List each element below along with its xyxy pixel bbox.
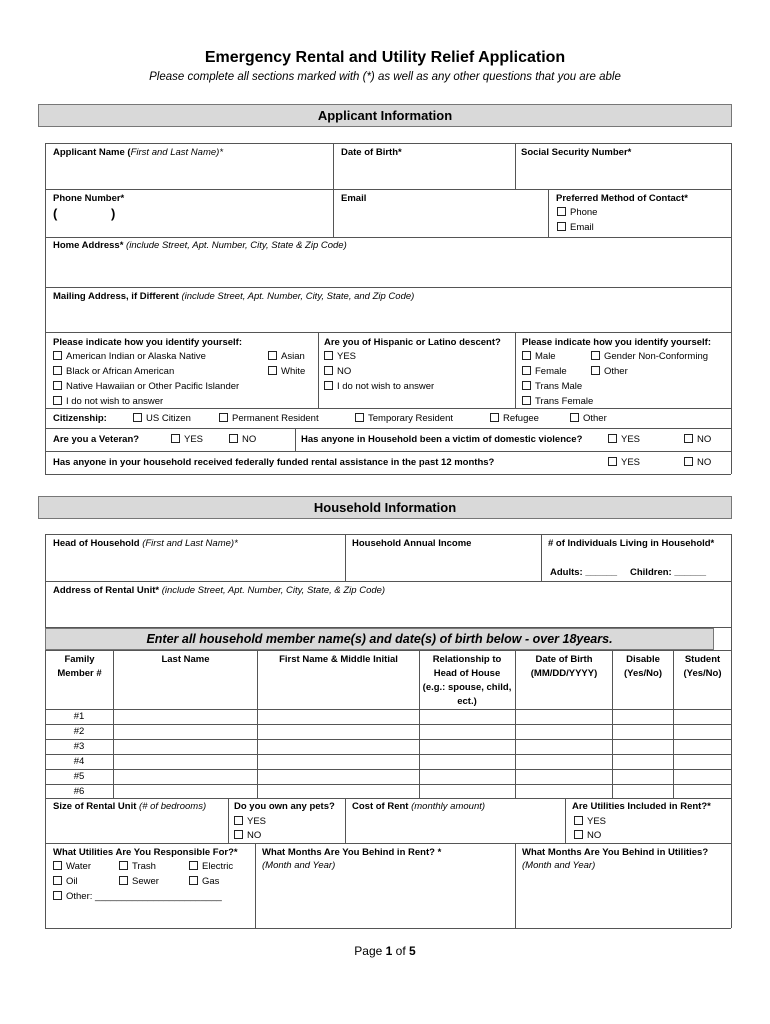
rental-address-label: Address of Rental Unit* (include Street, Apt. Number, City, State, & Zip Code) [53,585,386,596]
checkbox-icon [608,434,617,443]
utility-other-checkbox[interactable]: Other: ________________________ [53,891,222,902]
gender-trans-male-checkbox[interactable]: Trans Male [522,381,582,392]
checkbox-icon [234,830,243,839]
dv-no-checkbox[interactable]: NO [684,434,711,445]
col-header-relationship: Relationship to Head of House (e.g.: spouse, child, ect.) [422,654,512,707]
checkbox-icon [522,396,531,405]
ssn-label: Social Security Number* [521,147,632,158]
page-number: Page 1 of 5 [354,944,416,958]
checkbox-icon [234,816,243,825]
checkbox-icon [189,876,198,885]
table-row: #6 [73,786,85,797]
citizenship-permanent-resident-checkbox[interactable]: Permanent Resident [219,413,319,424]
table-row: #2 [73,726,85,737]
col-header-first-name: First Name & Middle Initial [279,654,398,665]
home-address-label: Home Address* (include Street, Apt. Number, City, State & Zip Code) [53,240,347,251]
utility-oil-checkbox[interactable]: Oil [53,876,78,887]
members-instruction-banner: Enter all household member name(s) and date(s) of birth below - over 18years. [45,628,714,650]
annual-income-label: Household Annual Income [352,538,472,549]
household-section-banner: Household Information [38,496,732,519]
veteran-yes-checkbox[interactable]: YES [171,434,203,445]
race-label: Please indicate how you identify yourself: [53,337,242,348]
pets-yes-checkbox[interactable]: YES [234,816,266,827]
gender-nonconforming-checkbox[interactable]: Gender Non-Conforming [591,351,708,362]
checkbox-icon [53,351,62,360]
months-behind-utilities-hint: (Month and Year) [522,860,596,871]
checkbox-icon [53,366,62,375]
checkbox-icon [574,830,583,839]
household-count-label: # of Individuals Living in Household* [548,538,715,549]
checkbox-icon [684,457,693,466]
citizenship-temporary-resident-checkbox[interactable]: Temporary Resident [355,413,453,424]
table-row: #1 [73,711,85,722]
phone-paren-close: ) [111,206,116,221]
assistance-no-checkbox[interactable]: NO [684,457,711,468]
utilities-included-no-checkbox[interactable]: NO [574,830,601,841]
utilities-included-yes-checkbox[interactable]: YES [574,816,606,827]
utility-trash-checkbox[interactable]: Trash [119,861,156,872]
race-option-pacific-islander[interactable]: Native Hawaiian or Other Pacific Islander [53,381,239,392]
race-option-black[interactable]: Black or African American [53,366,174,377]
checkbox-icon [53,396,62,405]
gender-male-checkbox[interactable]: Male [522,351,556,362]
checkbox-icon [574,816,583,825]
phone-number-label: Phone Number* [53,193,125,204]
checkbox-icon [324,366,333,375]
dv-yes-checkbox[interactable]: YES [608,434,640,445]
email-label: Email [341,193,367,204]
checkbox-icon [591,351,600,360]
table-row: #3 [73,741,85,752]
checkbox-icon [268,366,277,375]
pets-no-checkbox[interactable]: NO [234,830,261,841]
checkbox-icon [324,351,333,360]
checkbox-icon [119,876,128,885]
children-field[interactable]: Children: ______ [630,567,707,578]
rental-assistance-label: Has anyone in your household received federally funded rental assistance in the past 12 months? [53,457,495,468]
phone-paren-open: ( [53,206,58,221]
checkbox-icon [608,457,617,466]
gender-trans-female-checkbox[interactable]: Trans Female [522,396,593,407]
table-row: #5 [73,771,85,782]
col-header-last-name: Last Name [161,654,210,665]
checkbox-icon [522,381,531,390]
col-header-disable: Disable (Yes/No) [623,654,662,679]
hispanic-yes-checkbox[interactable]: YES [324,351,356,362]
checkbox-icon [133,413,142,422]
adults-field[interactable]: Adults: ______ [550,567,618,578]
utility-water-checkbox[interactable]: Water [53,861,91,872]
checkbox-icon [219,413,228,422]
domestic-violence-label: Has anyone in Household been a victim of domestic violence? [301,434,583,445]
checkbox-icon [53,891,62,900]
race-option-no-answer[interactable]: I do not wish to answer [53,396,163,407]
checkbox-icon [324,381,333,390]
veteran-no-checkbox[interactable]: NO [229,434,256,445]
gender-female-checkbox[interactable]: Female [522,366,567,377]
head-of-household-label: Head of Household (First and Last Name)* [53,538,238,549]
race-option-white[interactable]: White [268,366,305,377]
utility-sewer-checkbox[interactable]: Sewer [119,876,159,887]
checkbox-icon [570,413,579,422]
checkbox-icon [53,876,62,885]
citizenship-label: Citizenship: [53,413,107,424]
col-header-dob: Date of Birth (MM/DD/YYYY) [530,654,598,679]
utilities-included-label: Are Utilities Included in Rent?* [572,801,711,812]
checkbox-icon [171,434,180,443]
months-behind-utilities-label: What Months Are You Behind in Utilities? [522,847,709,858]
gender-label: Please indicate how you identify yourself: [522,337,711,348]
rental-size-label: Size of Rental Unit (# of bedrooms) [53,801,207,812]
race-option-american-indian[interactable]: American Indian or Alaska Native [53,351,206,362]
months-behind-rent-label: What Months Are You Behind in Rent? * [262,847,442,858]
checkbox-icon [268,351,277,360]
citizenship-us-citizen-checkbox[interactable]: US Citizen [133,413,191,424]
citizenship-refugee-checkbox[interactable]: Refugee [490,413,539,424]
utilities-responsible-label: What Utilities Are You Responsible For?* [53,847,238,858]
veteran-label: Are you a Veteran? [53,434,140,445]
hispanic-label: Are you of Hispanic or Latino descent? [324,337,501,348]
rent-cost-label: Cost of Rent (monthly amount) [352,801,486,812]
hispanic-no-checkbox[interactable]: NO [324,366,351,377]
checkbox-icon [522,351,531,360]
checkbox-icon [189,861,198,870]
checkbox-icon [557,207,566,216]
applicant-name-label: Applicant Name (First and Last Name)* [53,147,224,158]
checkbox-icon [119,861,128,870]
utility-electric-checkbox[interactable]: Electric [189,861,233,872]
checkbox-icon [591,366,600,375]
contact-email-checkbox[interactable]: Email [557,222,594,233]
checkbox-icon [229,434,238,443]
checkbox-icon [53,381,62,390]
citizenship-other-checkbox[interactable]: Other [570,413,607,424]
date-of-birth-label: Date of Birth* [341,147,402,158]
contact-phone-checkbox[interactable]: Phone [557,207,597,218]
checkbox-icon [522,366,531,375]
months-behind-rent-hint: (Month and Year) [262,860,336,871]
checkbox-icon [557,222,566,231]
col-header-family-member: Family Member # [57,654,102,679]
utility-gas-checkbox[interactable]: Gas [189,876,219,887]
pets-label: Do you own any pets? [234,801,335,812]
hispanic-no-answer-checkbox[interactable]: I do not wish to answer [324,381,434,392]
race-option-asian[interactable]: Asian [268,351,305,362]
applicant-section-banner: Applicant Information [38,104,732,127]
assistance-yes-checkbox[interactable]: YES [608,457,640,468]
form-subtitle: Please complete all sections marked with (*) as well as any other questions that you are able [149,71,621,83]
checkbox-icon [53,861,62,870]
checkbox-icon [684,434,693,443]
contact-method-label: Preferred Method of Contact* [556,193,688,204]
gender-other-checkbox[interactable]: Other [591,366,628,377]
checkbox-icon [355,413,364,422]
table-row: #4 [73,756,85,767]
form-title: Emergency Rental and Utility Relief Application [204,49,566,66]
checkbox-icon [490,413,499,422]
mailing-address-label: Mailing Address, if Different (include Street, Apt. Number, City, State, and Zip Code) [53,291,415,302]
col-header-student: Student (Yes/No) [683,654,722,679]
